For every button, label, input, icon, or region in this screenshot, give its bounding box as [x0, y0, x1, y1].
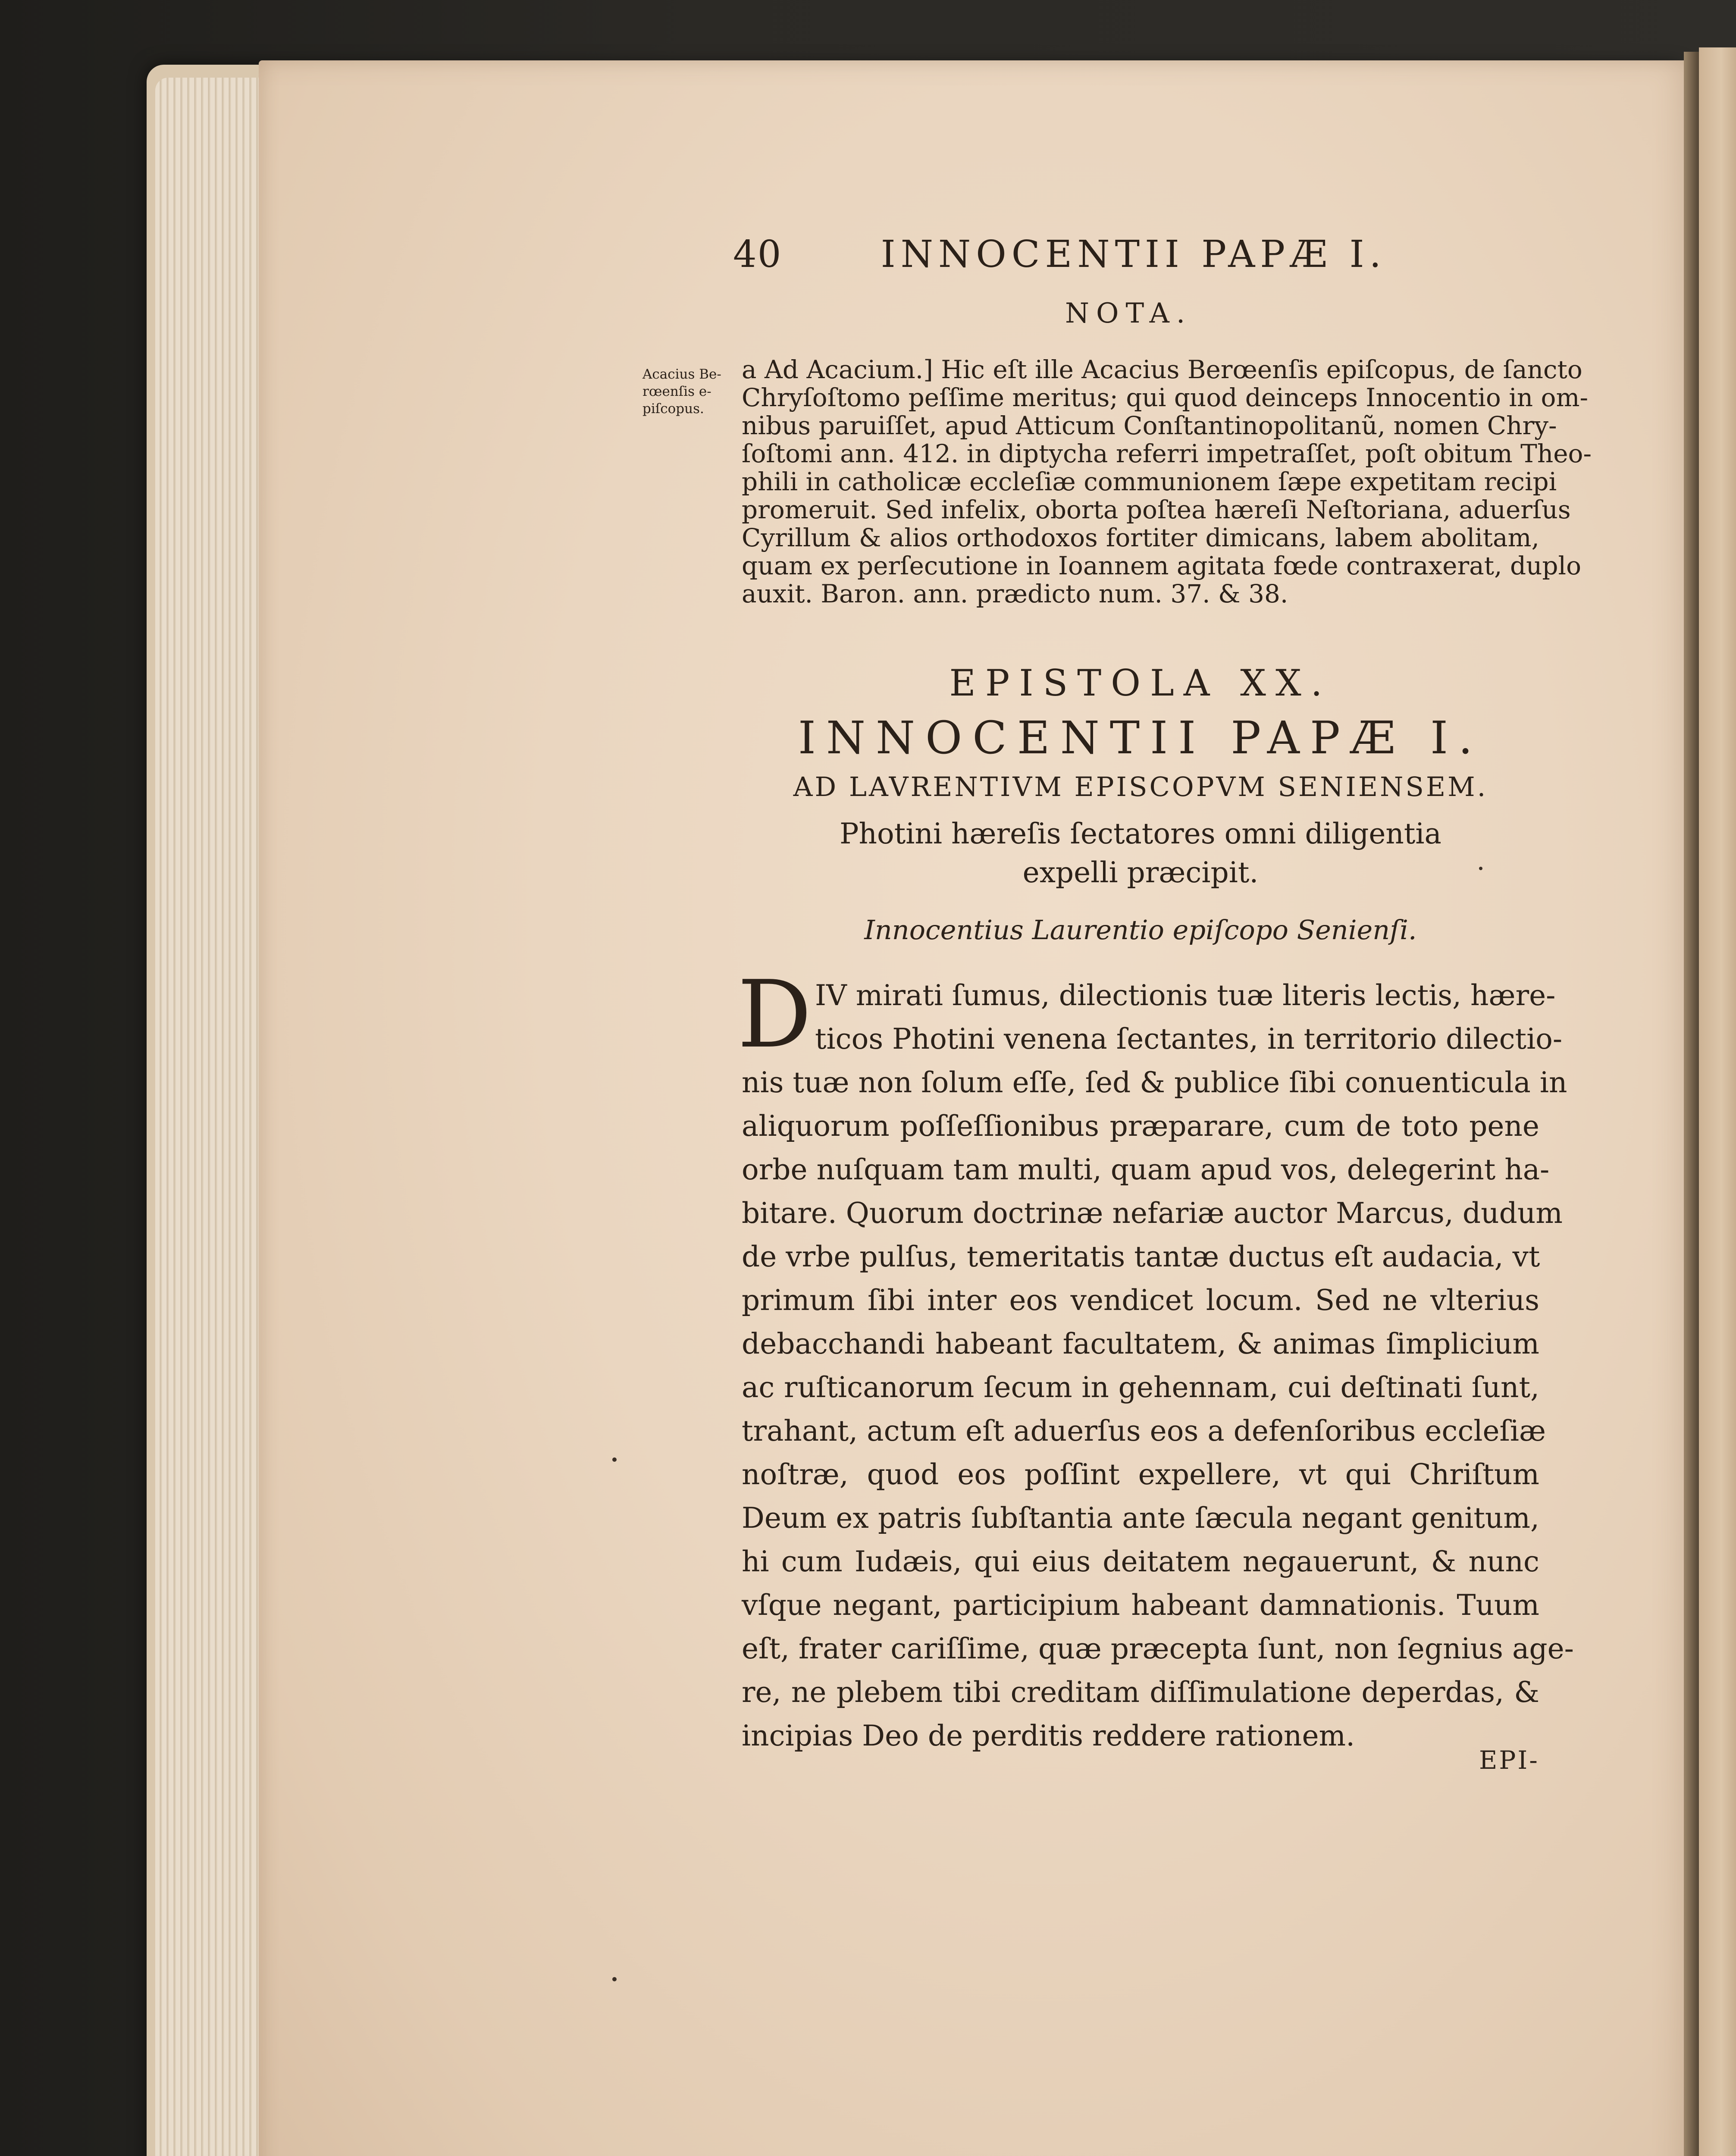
note-line: phili in catholicæ eccleſiæ communionem ſæpe expetitam recipi	[742, 467, 1557, 496]
body-line: Deum ex patris ſubſtantia ante ſæcula negant genitum,	[742, 1501, 1539, 1535]
body-line: bitare. Quorum doctrinæ nefariæ auctor Marcus, dudum	[742, 1197, 1563, 1230]
body-line: re, ne plebem tibi creditam diſſimulatione deperdas, &	[742, 1676, 1539, 1709]
facing-page-edge	[1699, 47, 1736, 2156]
note-line: nibus paruiſſet, apud Atticum Conſtantinopolitanũ, nomen Chry-	[742, 411, 1557, 440]
epistle-body	[742, 974, 1574, 1758]
body-line: eſt, frater cariſſime, quæ præcepta ſunt, non ſegnius age-	[742, 1632, 1574, 1665]
note-line: promeruit. Sed infelix, oborta poſtea hæreſi Neſtoriana, aduerſus	[742, 495, 1571, 524]
ink-speck	[612, 1977, 617, 1981]
note-line: Chryſoſtomo peſſime meritus; qui quod deinceps Innocentio in om-	[742, 383, 1589, 412]
page-number: 40	[733, 233, 782, 276]
body-line: hi cum Iudæis, qui eius deitatem negauerunt, & nunc	[742, 1545, 1539, 1578]
running-title: INNOCENTII PAPÆ I.	[881, 233, 1386, 276]
drop-capital: D	[737, 960, 812, 1069]
body-line: incipias Deo de perditis reddere rationem.	[742, 1719, 1355, 1752]
note-body	[742, 355, 1592, 608]
body-line: primum ſibi inter eos vendicet locum. Sed ne vlterius	[742, 1284, 1539, 1317]
note-line: auxit. Baron. ann. prædicto num. 37. & 38.	[742, 579, 1288, 608]
note-line: Cyrillum & alios orthodoxos fortiter dimicans, labem abolitam,	[742, 523, 1539, 552]
epistle-recipient: AD LAVRENTIVM EPISCOPVM SENIENSEM.	[793, 771, 1488, 802]
note-line: ſoſtomi ann. 412. in diptycha referri impetraſſet, poſt obitum Theo-	[742, 439, 1592, 468]
body-line: ac ruſticanorum ſecum in gehennam, cui deſtinati ſunt,	[742, 1371, 1539, 1404]
body-line: aliquorum poſſeſſionibus præparare, cum de toto pene	[742, 1109, 1539, 1143]
body-line: de vrbe pulſus, temeritatis tantæ ductus eſt audacia, vt	[742, 1240, 1540, 1273]
epistle-salutation: Innocentius Laurentio epiſcopo Senienſi.	[864, 914, 1417, 946]
note-line: a Ad Acacium.] Hic eſt ille Acacius Berœenſis epiſcopus, de ſancto	[742, 355, 1582, 384]
body-line: debacchandi habeant facultatem, & animas ſimplicium	[742, 1327, 1539, 1360]
body-line: trahant, actum eſt aduerſus eos a defenſoribus eccleſiæ	[742, 1414, 1546, 1448]
body-line: nis tuæ non ſolum eſſe, ſed & publice ſibi conuenticula in	[742, 1066, 1567, 1099]
epistle-number: EPISTOLA XX.	[949, 662, 1332, 704]
note-line: quam ex perſecutione in Ioannem agitata fœde contraxerat, duplo	[742, 551, 1582, 580]
epistle-author: INNOCENTII PAPÆ I.	[798, 711, 1483, 764]
body-line: vſque negant, participium habeant damnationis. Tuum	[742, 1589, 1539, 1622]
body-line: IV mirati ſumus, dilectionis tuæ literis lectis, hære-	[815, 979, 1556, 1012]
note-heading: NOTA.	[1065, 298, 1192, 329]
epistle-summary: expelli præcipit.	[1022, 856, 1259, 889]
body-line: noſtræ, quod eos poſſint expellere, vt qui Chriſtum	[742, 1458, 1539, 1491]
body-line: ticos Photini venena ſectantes, in territorio dilectio-	[815, 1022, 1563, 1056]
body-line: orbe nuſquam tam multi, quam apud vos, delegerint ha-	[742, 1153, 1550, 1186]
running-head	[733, 233, 1386, 276]
epistle-summary: Photini hæreſis ſectatores omni diligentia	[840, 817, 1441, 850]
margin-note: Acacius Be- rœenſis e- piſcopus.	[642, 367, 721, 417]
catchword: EPI-	[1479, 1745, 1539, 1775]
ink-speck	[612, 1457, 617, 1462]
